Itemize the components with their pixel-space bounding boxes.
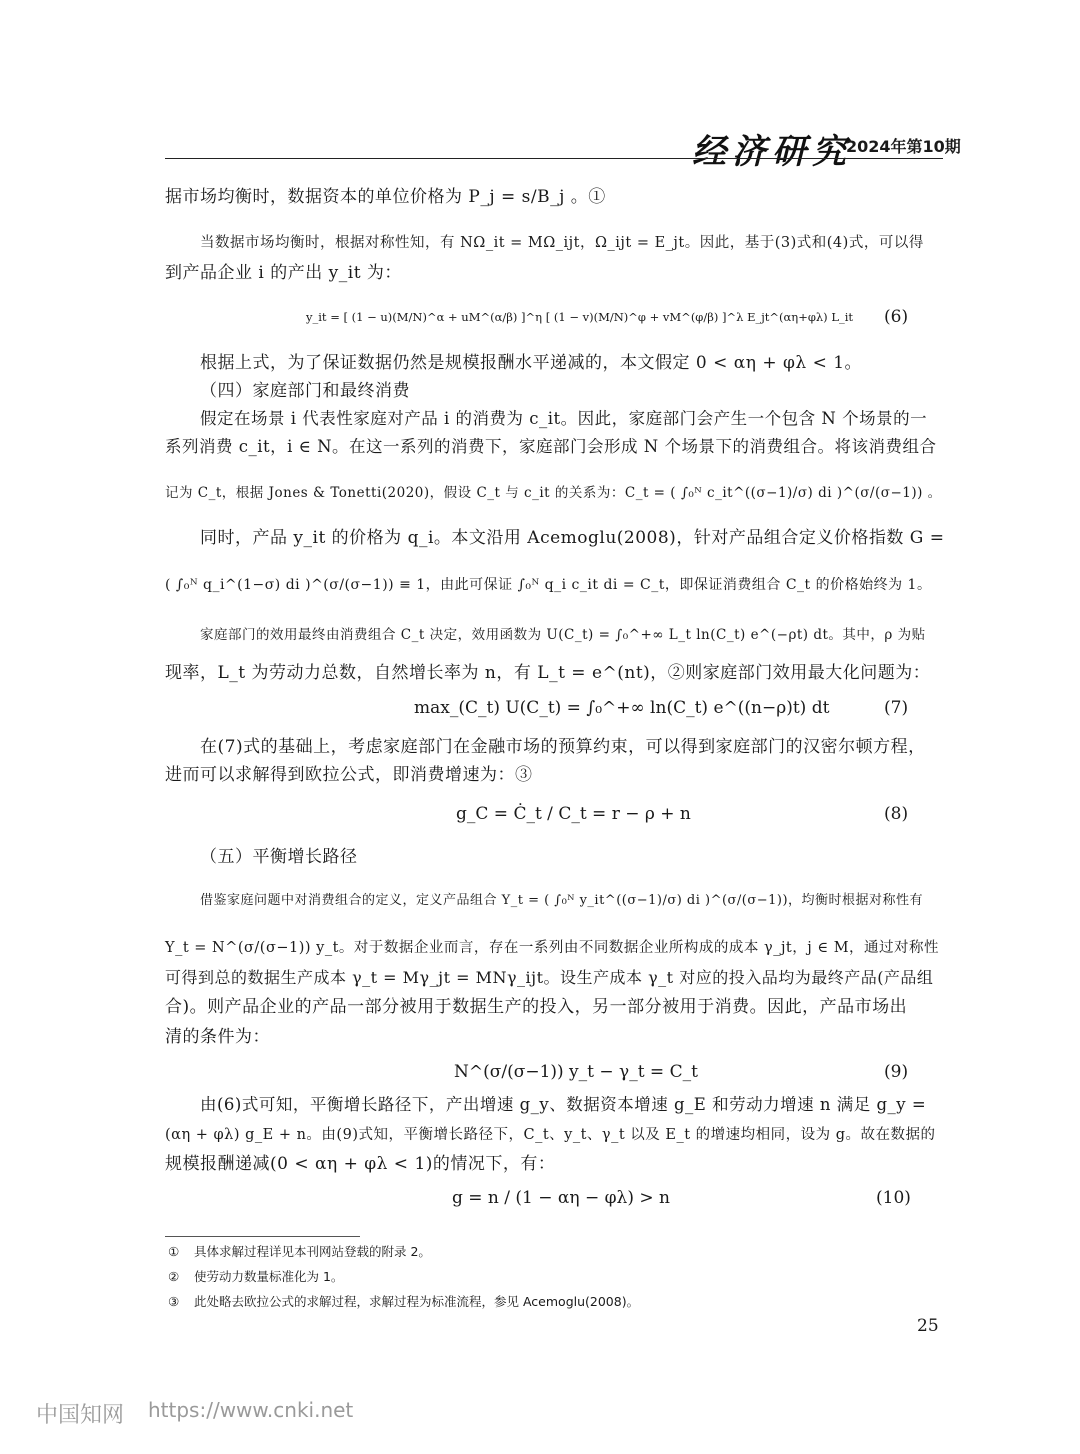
body-line: 家庭部门的效用最终由消费组合 C_t 决定，效用函数为 U(C_t) = ∫₀^+∞ L_t ln(C_t) e^(−ρt) dt。其中，ρ 为贴	[200, 627, 926, 643]
body-line: 记为 C_t，根据 Jones & Tonetti(2020)，假设 C_t 与 c_it 的关系为：C_t = ( ∫₀ᴺ c_it^((σ−1)/σ) di )^(σ/(σ−1)) 。	[165, 485, 942, 501]
equation-6: y_it = [ (1 − u)(M/N)^α + uM^(α/β) ]^η [ (1 − v)(M/N)^φ + vM^(φ/β) ]^λ E_jt^(αη+φλ) L_it	[306, 310, 854, 324]
footnote-mark: ②	[168, 1269, 180, 1284]
equation-number: (9)	[884, 1062, 909, 1082]
body-line: 当数据市场均衡时，根据对称性知，有 NΩ_it = MΩ_ijt，Ω_ijt = E_jt。因此，基于(3)式和(4)式，可以得	[200, 235, 924, 251]
body-line: 同时，产品 y_it 的价格为 q_i。本文沿用 Acemoglu(2008)，针对产品组合定义价格指数 G =	[200, 528, 945, 548]
body-line: 规模报酬递减(0 < αη + φλ < 1)的情况下，有：	[165, 1154, 556, 1174]
body-line: 系列消费 c_it，i ∈ N。在这一系列的消费下，家庭部门会形成 N 个场景下的消费组合。将该消费组合	[165, 437, 937, 456]
body-line: 借鉴家庭问题中对消费组合的定义，定义产品组合 Y_t = ( ∫₀ᴺ y_it^((σ−1)/σ) di )^(σ/(σ−1))，均衡时根据对称性有	[200, 893, 924, 908]
body-line: (αη + φλ) g_E + n。由(9)式知，平衡增长路径下，C_t、y_t、γ_t 以及 E_t 的增速均相同，设为 g。故在数据的	[165, 1127, 936, 1143]
equation-8: g_C = Ċ_t / C_t = r − ρ + n	[456, 804, 691, 824]
body-line: Y_t = N^(σ/(σ−1)) y_t。对于数据企业而言，存在一系列由不同数据企业所构成的成本 γ_jt，j ∈ M，通过对称性	[165, 940, 940, 956]
body-line: 据市场均衡时，数据资本的单位价格为 P_j = s/B_j 。①	[165, 187, 606, 207]
section-heading: （五）平衡增长路径	[200, 847, 358, 867]
footnote	[168, 1269, 344, 1285]
body-line: 可得到总的数据生产成本 γ_t = Mγ_jt = MNγ_ijt。设生产成本 γ_t 对应的投入品均为最终产品(产品组	[165, 968, 934, 987]
body-line: 假定在场景 i 代表性家庭对产品 i 的消费为 c_it。因此，家庭部门会产生一个包含 N 个场景的一	[200, 409, 928, 428]
equation-number: (8)	[884, 804, 909, 824]
footnote-mark: ①	[168, 1244, 180, 1259]
body-line: 在(7)式的基础上，考虑家庭部门在金融市场的预算约束，可以得到家庭部门的汉密尔顿方程，	[200, 737, 926, 757]
journal-logo: 经济研究	[692, 132, 852, 172]
footnote	[168, 1294, 640, 1310]
body-line: 进而可以求解得到欧拉公式，即消费增速为：③	[165, 765, 533, 785]
footnote-text: 具体求解过程详见本刊网站登载的附录 2。	[194, 1244, 431, 1259]
body-line: 现率，L_t 为劳动力总数，自然增长率为 n，有 L_t = e^(nt)，②则家庭部门效用最大化问题为：	[165, 663, 931, 683]
page-number: 25	[917, 1316, 939, 1336]
equation-number: (10)	[876, 1188, 911, 1208]
body-line: 合)。则产品企业的产品一部分被用于数据生产的投入，另一部分被用于消费。因此，产品市场出	[165, 997, 908, 1017]
equation-number: (7)	[884, 698, 909, 718]
body-line: 清的条件为：	[165, 1027, 270, 1047]
footnote-rule	[165, 1236, 360, 1237]
equation-9: N^(σ/(σ−1)) y_t − γ_t = C_t	[454, 1062, 698, 1082]
body-line: ( ∫₀ᴺ q_i^(1−σ) di )^(σ/(σ−1)) ≡ 1，由此可保证 ∫₀ᴺ q_i c_it di = C_t，即保证消费组合 C_t 的价格始终为 1。	[165, 577, 932, 593]
equation-10: g = n / (1 − αη − φλ) > n	[452, 1188, 670, 1208]
equation-7: max_(C_t) U(C_t) = ∫₀^+∞ ln(C_t) e^((n−ρ)t) dt	[414, 698, 830, 718]
issue-label: 2024年第10期	[846, 137, 961, 156]
body-line: 根据上式，为了保证数据仍然是规模报酬水平递减的，本文假定 0 < αη + φλ < 1。	[200, 353, 863, 373]
footnote-mark: ③	[168, 1294, 180, 1309]
body-line: 到产品企业 i 的产出 y_it 为：	[165, 263, 402, 283]
footnote-text: 此处略去欧拉公式的求解过程，求解过程为标准流程，参见 Acemoglu(2008)。	[194, 1294, 640, 1309]
watermark-url[interactable]: https://www.cnki.net	[148, 1398, 354, 1422]
footnote-text: 使劳动力数量标准化为 1。	[194, 1269, 344, 1284]
watermark-brand: 中国知网	[36, 1403, 125, 1428]
header-rule	[165, 158, 943, 159]
section-heading: （四）家庭部门和最终消费	[200, 381, 410, 401]
footnote	[168, 1244, 431, 1260]
body-line: 由(6)式可知，平衡增长路径下，产出增速 g_y、数据资本增速 g_E 和劳动力增速 n 满足 g_y =	[200, 1095, 927, 1114]
equation-number: (6)	[884, 307, 909, 327]
